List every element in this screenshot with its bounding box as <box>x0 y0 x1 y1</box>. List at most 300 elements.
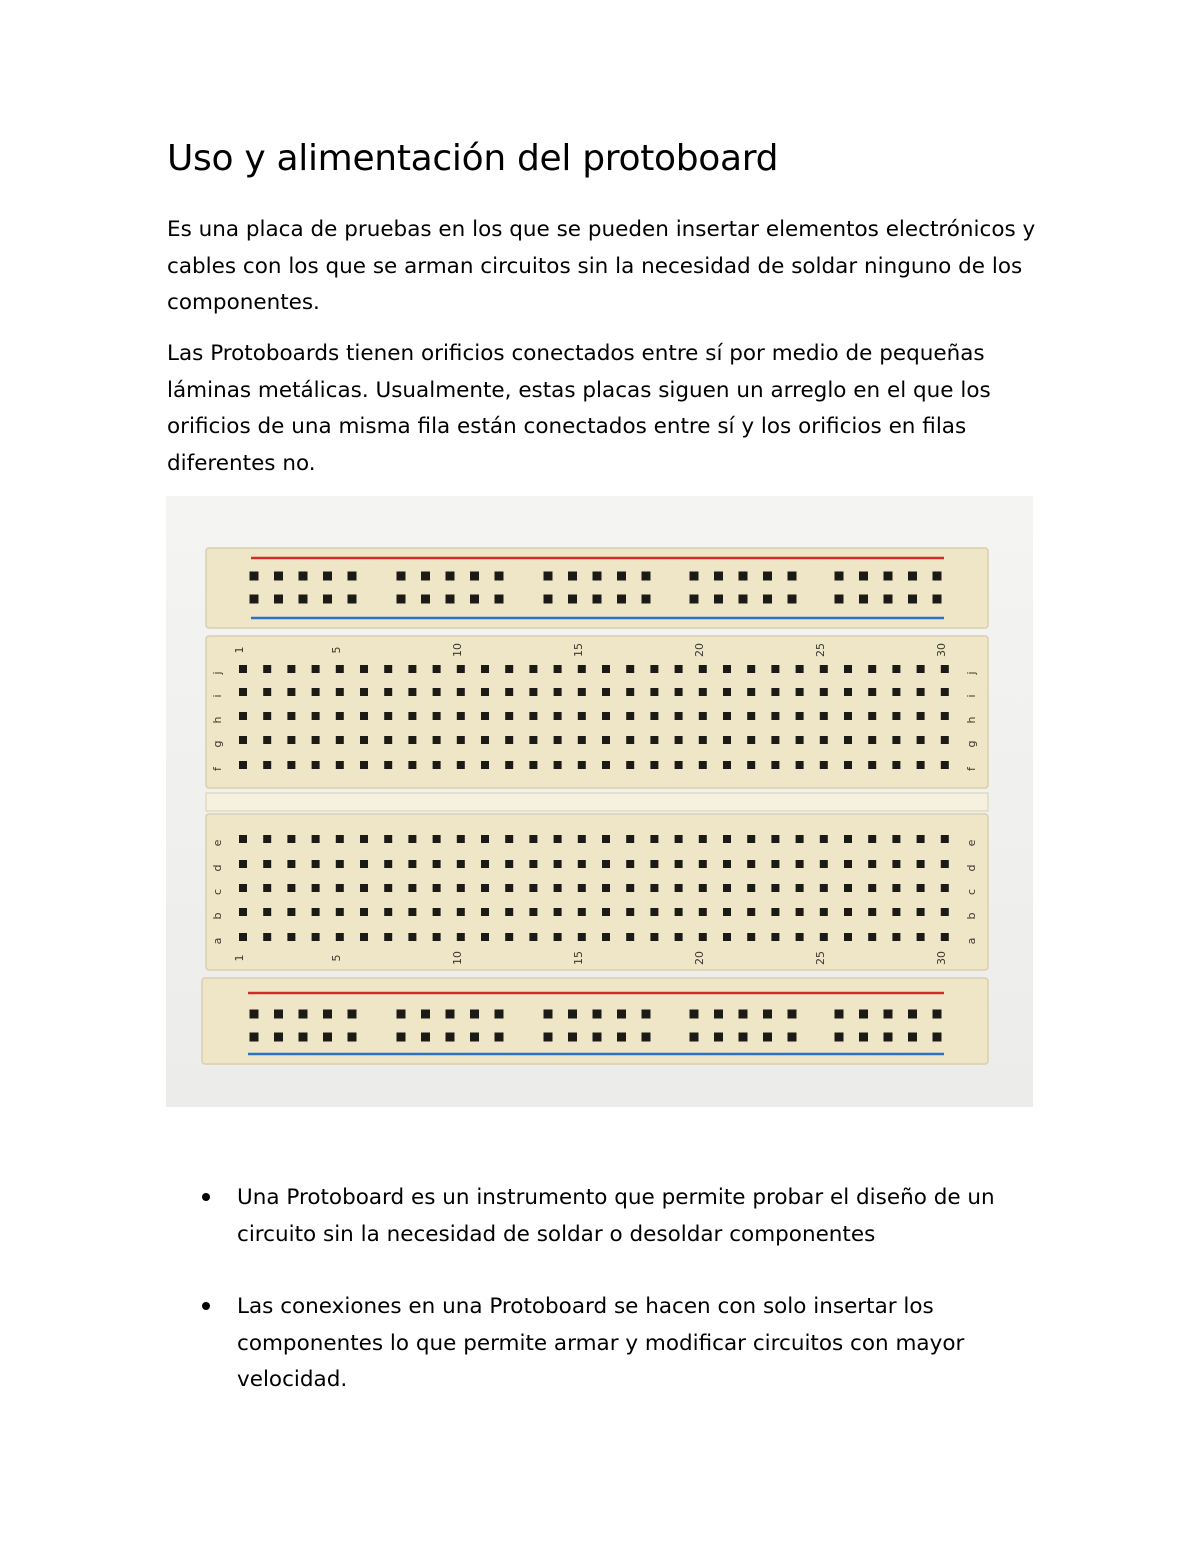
breadboard-hole <box>593 595 602 604</box>
breadboard-hole <box>481 860 489 868</box>
breadboard-hole <box>239 884 247 892</box>
breadboard-hole <box>336 761 344 769</box>
breadboard-hole <box>675 860 683 868</box>
row-label: j <box>965 671 978 675</box>
intro-paragraph: Es una placa de pruebas en los que se pueden insertar elementos electrónicos y cables con los que se arman circuitos sin la necesidad de soldar ninguno de los componentes. <box>167 217 1036 315</box>
breadboard-hole <box>844 835 852 843</box>
breadboard-hole <box>336 908 344 916</box>
breadboard-hole <box>239 712 247 720</box>
breadboard-hole <box>421 1010 430 1019</box>
breadboard-hole <box>844 908 852 916</box>
breadboard-hole <box>602 933 610 941</box>
breadboard-hole <box>578 761 586 769</box>
breadboard-hole <box>250 572 259 581</box>
breadboard-hole <box>505 884 513 892</box>
breadboard-hole <box>312 884 320 892</box>
breadboard-hole <box>747 761 755 769</box>
breadboard-hole <box>446 595 455 604</box>
breadboard-hole <box>892 884 900 892</box>
breadboard-hole <box>844 712 852 720</box>
breadboard-hole <box>336 712 344 720</box>
breadboard-hole <box>408 712 416 720</box>
breadboard-hole <box>892 908 900 916</box>
breadboard-hole <box>360 761 368 769</box>
breadboard-hole <box>568 595 577 604</box>
breadboard-hole <box>554 908 562 916</box>
breadboard-hole <box>714 1010 723 1019</box>
breadboard-hole <box>917 712 925 720</box>
breadboard-hole <box>908 595 917 604</box>
row-label: j <box>211 671 224 675</box>
row-label: h <box>965 716 978 724</box>
breadboard-hole <box>457 908 465 916</box>
breadboard-hole <box>433 908 441 916</box>
breadboard-hole <box>239 665 247 673</box>
breadboard-hole <box>796 712 804 720</box>
row-label: c <box>965 888 978 896</box>
breadboard-hole <box>544 572 553 581</box>
row-label: a <box>211 937 224 945</box>
breadboard-hole <box>642 595 651 604</box>
breadboard-hole <box>421 1033 430 1042</box>
breadboard-hole <box>529 712 537 720</box>
breadboard-hole <box>699 908 707 916</box>
breadboard-hole <box>690 572 699 581</box>
breadboard-hole <box>626 736 634 744</box>
breadboard-hole <box>554 665 562 673</box>
breadboard-hole <box>263 860 271 868</box>
breadboard-hole <box>626 665 634 673</box>
row-label: e <box>965 839 978 847</box>
breadboard-hole <box>239 860 247 868</box>
row-label: d <box>965 864 978 872</box>
breadboard-hole <box>433 688 441 696</box>
breadboard-hole <box>642 1010 651 1019</box>
breadboard-hole <box>859 572 868 581</box>
breadboard-hole <box>892 860 900 868</box>
bullet-item <box>0 1289 1037 1399</box>
breadboard-hole <box>457 761 465 769</box>
breadboard-hole <box>457 884 465 892</box>
breadboard-hole <box>763 595 772 604</box>
breadboard-hole <box>796 736 804 744</box>
breadboard-hole <box>908 1010 917 1019</box>
breadboard-hole <box>239 835 247 843</box>
breadboard-hole <box>650 712 658 720</box>
breadboard-hole <box>602 688 610 696</box>
breadboard-hole <box>263 665 271 673</box>
breadboard-hole <box>771 884 779 892</box>
breadboard-hole <box>336 933 344 941</box>
breadboard-hole <box>578 860 586 868</box>
breadboard-hole <box>796 688 804 696</box>
breadboard-hole <box>529 860 537 868</box>
breadboard-hole <box>917 665 925 673</box>
breadboard-hole <box>433 860 441 868</box>
breadboard-hole <box>626 908 634 916</box>
breadboard-hole <box>348 595 357 604</box>
breadboard-hole <box>868 761 876 769</box>
breadboard-hole <box>892 665 900 673</box>
bullet-list <box>0 1180 1100 1435</box>
column-number: 20 <box>692 951 706 965</box>
breadboard-hole <box>360 933 368 941</box>
breadboard-hole <box>408 688 416 696</box>
breadboard-hole <box>844 761 852 769</box>
breadboard-hole <box>323 1033 332 1042</box>
breadboard-hole <box>408 933 416 941</box>
breadboard-hole <box>593 1033 602 1042</box>
breadboard-hole <box>578 736 586 744</box>
breadboard-hole <box>723 761 731 769</box>
breadboard-hole <box>433 712 441 720</box>
breadboard-hole <box>675 688 683 696</box>
row-label: g <box>965 740 978 748</box>
breadboard-hole <box>650 884 658 892</box>
breadboard-hole <box>941 736 949 744</box>
breadboard-hole <box>650 688 658 696</box>
breadboard-hole <box>917 835 925 843</box>
column-number: 25 <box>813 643 827 657</box>
breadboard-hole <box>299 1033 308 1042</box>
breadboard-hole <box>505 736 513 744</box>
breadboard-hole <box>470 572 479 581</box>
row-label: b <box>211 912 224 920</box>
breadboard-hole <box>408 761 416 769</box>
breadboard-hole <box>481 884 489 892</box>
breadboard-hole <box>336 884 344 892</box>
breadboard-hole <box>481 835 489 843</box>
breadboard-hole <box>626 835 634 843</box>
breadboard-hole <box>250 1010 259 1019</box>
breadboard-hole <box>714 572 723 581</box>
column-number: 5 <box>329 954 343 962</box>
breadboard-hole <box>933 1033 942 1042</box>
breadboard-hole <box>699 884 707 892</box>
breadboard-hole <box>941 665 949 673</box>
column-number: 5 <box>329 646 343 654</box>
breadboard-hole <box>771 761 779 769</box>
breadboard-hole <box>788 572 797 581</box>
breadboard-hole <box>287 736 295 744</box>
breadboard-hole <box>771 712 779 720</box>
breadboard-hole <box>384 933 392 941</box>
breadboard-hole <box>617 572 626 581</box>
breadboard-hole <box>433 835 441 843</box>
breadboard-hole <box>457 860 465 868</box>
breadboard-hole <box>263 712 271 720</box>
breadboard-hole <box>917 884 925 892</box>
breadboard-hole <box>433 761 441 769</box>
breadboard-hole <box>650 908 658 916</box>
breadboard-hole <box>495 595 504 604</box>
breadboard-hole <box>312 665 320 673</box>
protoboard-photo <box>166 496 1033 1107</box>
breadboard-hole <box>868 860 876 868</box>
breadboard-hole <box>457 688 465 696</box>
breadboard-hole <box>360 688 368 696</box>
breadboard-hole <box>554 688 562 696</box>
breadboard-hole <box>917 860 925 868</box>
breadboard-hole <box>602 884 610 892</box>
breadboard-hole <box>384 835 392 843</box>
breadboard-hole <box>470 1010 479 1019</box>
breadboard-hole <box>554 712 562 720</box>
breadboard-hole <box>287 884 295 892</box>
breadboard-hole <box>312 908 320 916</box>
breadboard-hole <box>505 761 513 769</box>
breadboard-hole <box>820 736 828 744</box>
breadboard-hole <box>360 665 368 673</box>
breadboard-hole <box>578 933 586 941</box>
breadboard-hole <box>771 933 779 941</box>
breadboard-hole <box>446 572 455 581</box>
breadboard-hole <box>299 595 308 604</box>
breadboard-hole <box>699 665 707 673</box>
breadboard-hole <box>287 688 295 696</box>
breadboard-hole <box>699 860 707 868</box>
breadboard-hole <box>771 665 779 673</box>
breadboard-hole <box>723 665 731 673</box>
breadboard-hole <box>470 595 479 604</box>
breadboard-hole <box>868 884 876 892</box>
breadboard-hole <box>602 665 610 673</box>
breadboard-hole <box>699 712 707 720</box>
breadboard-hole <box>844 933 852 941</box>
breadboard-hole <box>481 688 489 696</box>
breadboard-hole <box>457 933 465 941</box>
breadboard-hole <box>578 688 586 696</box>
breadboard-hole <box>892 688 900 696</box>
breadboard-hole <box>360 736 368 744</box>
breadboard-hole <box>739 595 748 604</box>
column-number: 30 <box>934 643 948 657</box>
breadboard-hole <box>348 572 357 581</box>
breadboard-hole <box>626 933 634 941</box>
breadboard-hole <box>602 712 610 720</box>
breadboard-hole <box>323 595 332 604</box>
breadboard-hole <box>239 736 247 744</box>
breadboard-hole <box>602 736 610 744</box>
breadboard-hole <box>336 736 344 744</box>
breadboard-hole <box>771 860 779 868</box>
breadboard-hole <box>481 712 489 720</box>
breadboard-hole <box>771 835 779 843</box>
bullet-text: Una Protoboard es un instrumento que permite probar el diseño de un circuito sin la necesidad de soldar o desoldar componentes <box>237 1185 995 1247</box>
breadboard-hole <box>578 835 586 843</box>
breadboard-hole <box>554 933 562 941</box>
breadboard-hole <box>675 712 683 720</box>
breadboard-hole <box>617 1010 626 1019</box>
bullet-icon <box>202 1302 210 1310</box>
breadboard-hole <box>360 835 368 843</box>
breadboard-hole <box>360 908 368 916</box>
breadboard-hole <box>505 908 513 916</box>
row-label: i <box>211 694 224 698</box>
breadboard-hole <box>788 595 797 604</box>
breadboard-hole <box>650 665 658 673</box>
breadboard-hole <box>796 761 804 769</box>
breadboard-hole <box>529 835 537 843</box>
breadboard-hole <box>675 761 683 769</box>
breadboard-hole <box>941 860 949 868</box>
breadboard-hole <box>723 884 731 892</box>
breadboard-hole <box>739 1010 748 1019</box>
breadboard-hole <box>796 908 804 916</box>
breadboard-hole <box>884 595 893 604</box>
breadboard-hole <box>263 761 271 769</box>
bottom-power-rail <box>202 978 988 1064</box>
breadboard-hole <box>360 712 368 720</box>
breadboard-hole <box>529 908 537 916</box>
breadboard-hole <box>481 665 489 673</box>
breadboard-hole <box>336 688 344 696</box>
breadboard-hole <box>835 572 844 581</box>
breadboard-hole <box>917 688 925 696</box>
breadboard-hole <box>544 1033 553 1042</box>
breadboard-hole <box>892 933 900 941</box>
breadboard-hole <box>408 908 416 916</box>
breadboard-hole <box>868 712 876 720</box>
breadboard-hole <box>312 761 320 769</box>
breadboard-hole <box>835 595 844 604</box>
breadboard-hole <box>723 736 731 744</box>
breadboard-hole <box>457 835 465 843</box>
breadboard-hole <box>544 595 553 604</box>
breadboard-hole <box>933 1010 942 1019</box>
breadboard-hole <box>796 933 804 941</box>
breadboard-hole <box>312 712 320 720</box>
breadboard-hole <box>820 908 828 916</box>
breadboard-hole <box>675 835 683 843</box>
breadboard-hole <box>626 761 634 769</box>
breadboard-hole <box>835 1033 844 1042</box>
breadboard-hole <box>593 1010 602 1019</box>
breadboard-hole <box>771 688 779 696</box>
breadboard-hole <box>481 736 489 744</box>
breadboard-hole <box>941 908 949 916</box>
breadboard-hole <box>602 761 610 769</box>
breadboard-hole <box>323 572 332 581</box>
breadboard-hole <box>859 595 868 604</box>
breadboard-hole <box>763 1010 772 1019</box>
breadboard-hole <box>650 933 658 941</box>
breadboard-hole <box>723 908 731 916</box>
breadboard-hole <box>602 860 610 868</box>
breadboard-hole <box>360 884 368 892</box>
breadboard-hole <box>699 933 707 941</box>
breadboard-hole <box>642 1033 651 1042</box>
breadboard-hole <box>690 595 699 604</box>
breadboard-hole <box>763 572 772 581</box>
breadboard-hole <box>239 908 247 916</box>
breadboard-hole <box>529 761 537 769</box>
row-label: f <box>965 767 978 771</box>
breadboard-hole <box>446 1010 455 1019</box>
breadboard-hole <box>554 761 562 769</box>
breadboard-hole <box>578 665 586 673</box>
breadboard-hole <box>336 860 344 868</box>
breadboard-hole <box>747 933 755 941</box>
breadboard-hole <box>675 884 683 892</box>
breadboard-hole <box>554 860 562 868</box>
breadboard-hole <box>263 688 271 696</box>
breadboard-hole <box>868 736 876 744</box>
breadboard-hole <box>529 884 537 892</box>
breadboard-hole <box>917 933 925 941</box>
breadboard-hole <box>747 884 755 892</box>
breadboard-hole <box>820 712 828 720</box>
document-title: Uso y alimentación del protoboard <box>167 138 779 179</box>
breadboard-illustration <box>166 496 1033 1107</box>
breadboard-hole <box>408 860 416 868</box>
breadboard-hole <box>892 736 900 744</box>
breadboard-hole <box>433 736 441 744</box>
breadboard-hole <box>336 665 344 673</box>
breadboard-hole <box>433 933 441 941</box>
breadboard-hole <box>274 572 283 581</box>
column-number: 20 <box>692 643 706 657</box>
breadboard-hole <box>312 736 320 744</box>
description-paragraph: Las Protoboards tienen orificios conectados entre sí por medio de pequeñas láminas metálicas. Usualmente, estas placas siguen un arreglo en el que los orificios de una misma fila están conectados entre sí y los orificios en filas diferentes no. <box>167 341 991 476</box>
breadboard-hole <box>892 712 900 720</box>
breadboard-hole <box>835 1010 844 1019</box>
breadboard-hole <box>723 835 731 843</box>
breadboard-hole <box>908 572 917 581</box>
breadboard-hole <box>714 1033 723 1042</box>
breadboard-hole <box>239 761 247 769</box>
breadboard-hole <box>699 835 707 843</box>
row-label: d <box>211 864 224 872</box>
breadboard-hole <box>287 665 295 673</box>
breadboard-hole <box>820 688 828 696</box>
breadboard-hole <box>844 665 852 673</box>
row-label: i <box>965 694 978 698</box>
breadboard-hole <box>884 572 893 581</box>
column-number: 1 <box>233 954 246 962</box>
breadboard-hole <box>263 884 271 892</box>
breadboard-hole <box>421 595 430 604</box>
breadboard-hole <box>529 736 537 744</box>
breadboard-hole <box>299 1010 308 1019</box>
breadboard-hole <box>941 884 949 892</box>
breadboard-hole <box>626 860 634 868</box>
breadboard-hole <box>481 933 489 941</box>
breadboard-hole <box>505 933 513 941</box>
breadboard-hole <box>820 761 828 769</box>
breadboard-hole <box>747 688 755 696</box>
breadboard-hole <box>941 933 949 941</box>
breadboard-hole <box>884 1033 893 1042</box>
breadboard-hole <box>820 933 828 941</box>
row-label: g <box>211 740 224 748</box>
column-number: 15 <box>571 951 585 965</box>
breadboard-hole <box>323 1010 332 1019</box>
breadboard-hole <box>796 860 804 868</box>
breadboard-hole <box>820 884 828 892</box>
breadboard-hole <box>263 908 271 916</box>
row-label: a <box>965 937 978 945</box>
breadboard-hole <box>384 688 392 696</box>
breadboard-hole <box>287 835 295 843</box>
breadboard-hole <box>690 1033 699 1042</box>
breadboard-hole <box>348 1033 357 1042</box>
breadboard-hole <box>617 595 626 604</box>
breadboard-hole <box>868 665 876 673</box>
breadboard-hole <box>384 884 392 892</box>
breadboard-hole <box>287 908 295 916</box>
row-label: f <box>211 767 224 771</box>
